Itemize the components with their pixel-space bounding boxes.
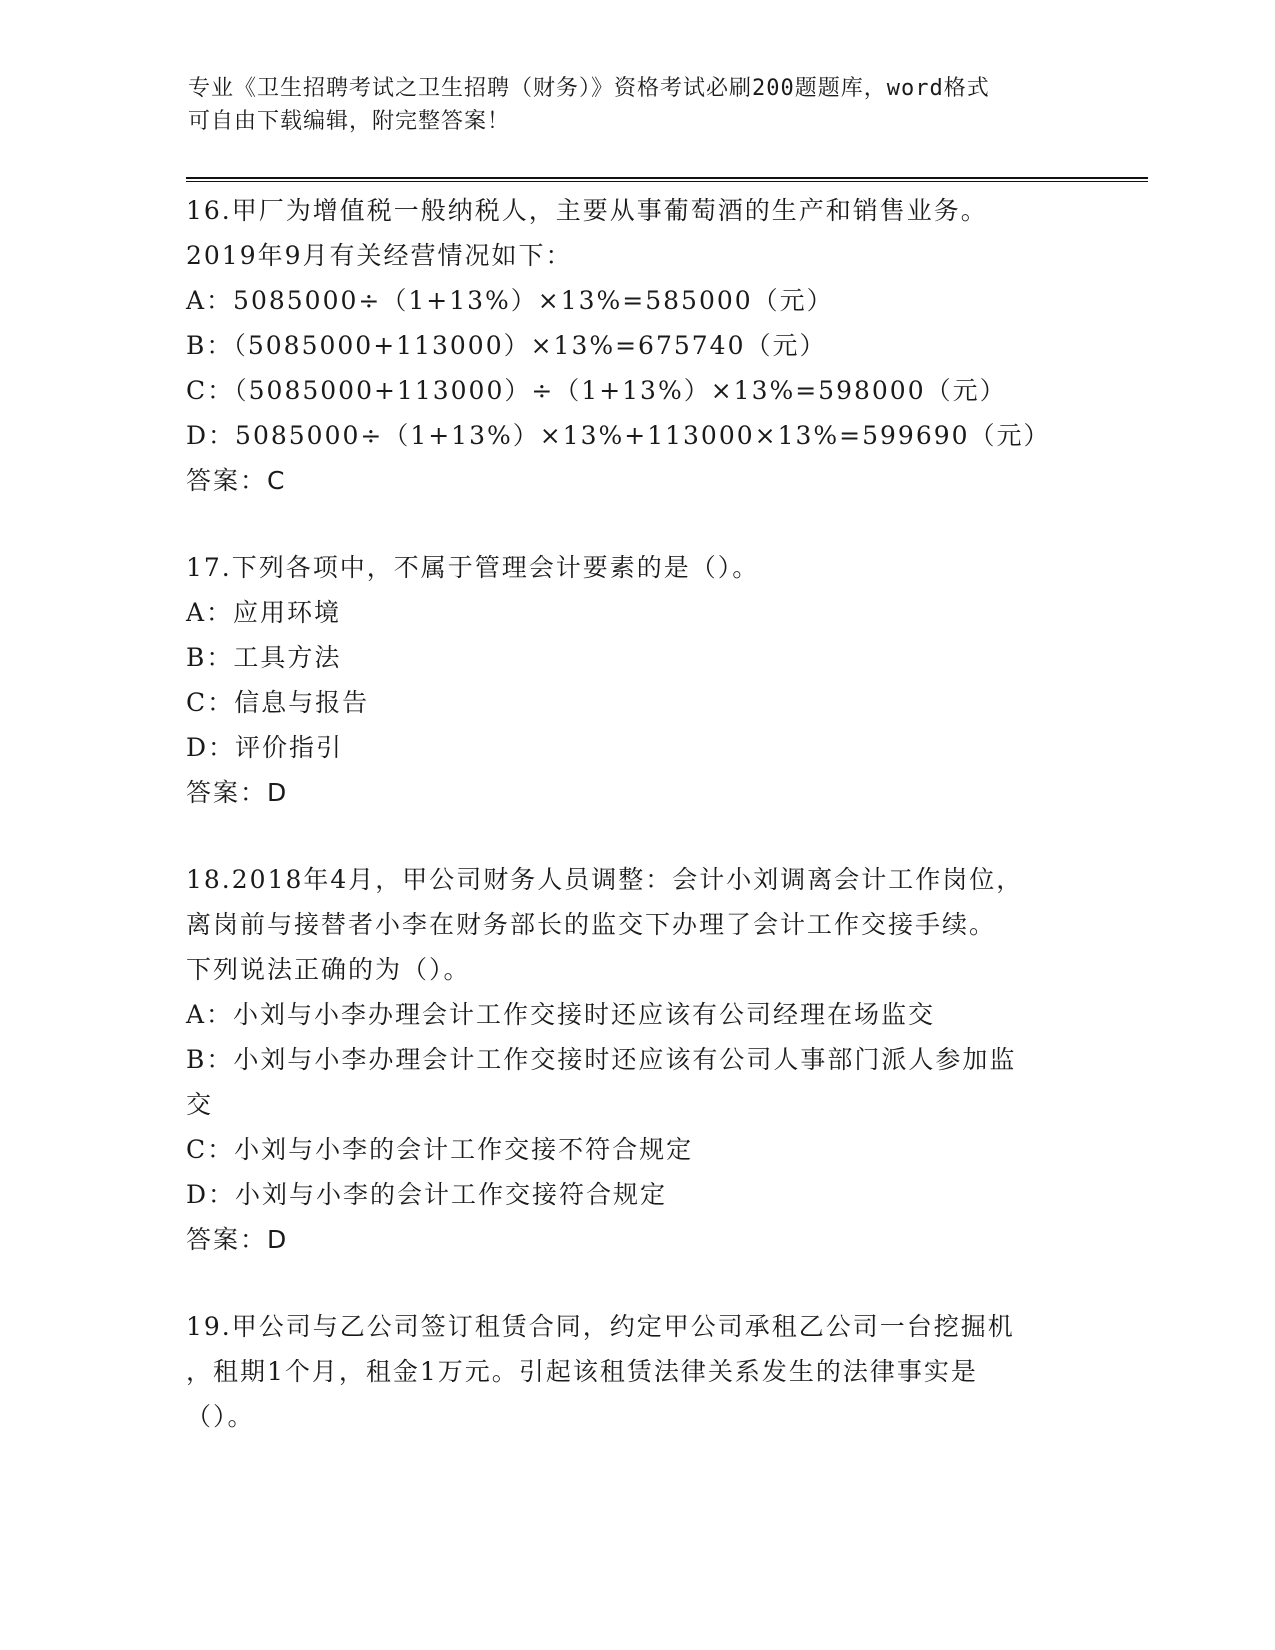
question-stem: 18.2018年4月，甲公司财务人员调整：会计小刘调离会计工作岗位， xyxy=(186,865,1024,894)
question-line: B：小刘与小李办理会计工作交接时还应该有公司人事部门派人参加监 xyxy=(186,1045,1017,1074)
header-line-2: 可自由下载编辑，附完整答案！ xyxy=(188,109,511,134)
divider-line-thin xyxy=(186,181,1148,182)
question-line: D：小刘与小李的会计工作交接符合规定 xyxy=(186,1180,668,1209)
question-list xyxy=(186,188,1086,1481)
question-line: C：（5085000+113000）÷（1+13%）×13%=598000（元） xyxy=(186,376,1007,405)
question-stem: 16.甲厂为增值税一般纳税人，主要从事葡萄酒的生产和销售业务。 xyxy=(186,196,988,225)
question-line: 离岗前与接替者小李在财务部长的监交下办理了会计工作交接手续。 xyxy=(186,910,997,939)
header-divider xyxy=(186,177,1148,183)
question-block xyxy=(186,188,1086,503)
question-line: ，租期1个月，租金1万元。引起该租赁法律关系发生的法律事实是 xyxy=(186,1357,978,1386)
question-line: D：5085000÷（1+13%）×13%+113000×13%=599690（元） xyxy=(186,421,1051,450)
question-line: A：小刘与小李办理会计工作交接时还应该有公司经理在场监交 xyxy=(186,1000,936,1029)
question-line: 2019年9月有关经营情况如下： xyxy=(186,241,573,270)
header-line-1: 专业《卫生招聘考试之卫生招聘（财务）》资格考试必刷200题题库，word格式 xyxy=(188,76,990,101)
answer-line: 答案：D xyxy=(186,1225,289,1254)
question-stem: 19.甲公司与乙公司签订租赁合同，约定甲公司承租乙公司一台挖掘机 xyxy=(186,1312,1015,1341)
question-block xyxy=(186,857,1086,1262)
question-line: B：工具方法 xyxy=(186,643,342,672)
answer-line: 答案：C xyxy=(186,466,287,495)
question-line: A：5085000÷（1+13%）×13%=585000（元） xyxy=(186,286,834,315)
question-block xyxy=(186,1304,1086,1439)
question-line: C：小刘与小李的会计工作交接不符合规定 xyxy=(186,1135,694,1164)
answer-line: 答案：D xyxy=(186,778,289,807)
question-block xyxy=(186,545,1086,815)
question-stem: 17.下列各项中，不属于管理会计要素的是（）。 xyxy=(186,553,760,582)
question-line: B：（5085000+113000）×13%=675740（元） xyxy=(186,331,827,360)
question-line: D：评价指引 xyxy=(186,733,344,762)
question-line: C：信息与报告 xyxy=(186,688,370,717)
question-line: A：应用环境 xyxy=(186,598,342,627)
question-line: 交 xyxy=(186,1090,214,1119)
document-header xyxy=(188,72,1088,138)
question-line: 下列说法正确的为（）。 xyxy=(186,955,471,984)
divider-line-thick xyxy=(186,177,1148,179)
question-line: （）。 xyxy=(186,1402,255,1431)
